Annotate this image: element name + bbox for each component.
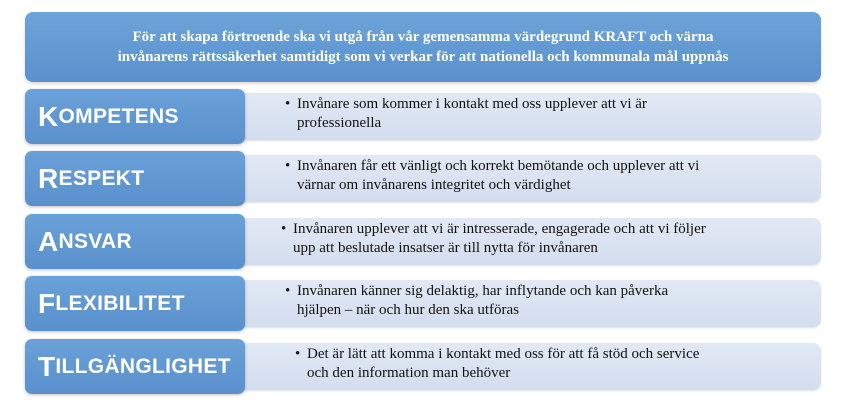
description-text	[285, 157, 802, 195]
label-initial: T	[38, 350, 56, 382]
description-line-2: värnar om invånarens integritet och värdighet	[297, 177, 571, 193]
description-line-1: Invånare som kommer i kontakt med oss upplever att vi är	[297, 96, 647, 112]
label-initial: F	[38, 287, 56, 319]
label-initial: A	[38, 225, 59, 257]
description-text	[285, 95, 802, 133]
description-line-1: Det är lätt att komma i kontakt med oss för att få stöd och service	[307, 346, 700, 362]
bullet: •	[285, 158, 291, 174]
value-row-tillganglighet	[25, 339, 825, 394]
bullet: •	[285, 283, 291, 299]
label-rest: NSVAR	[58, 229, 132, 253]
description-text	[295, 345, 812, 383]
description-line-1: Invånaren får ett vänligt och korrekt bemötande och upplever att vi	[297, 158, 700, 174]
label-rest: OMPETENS	[58, 104, 179, 128]
label-initial: R	[38, 162, 59, 194]
label-rest: ILLGÄNGLIGHET	[55, 354, 231, 378]
description-line-1: Invånaren känner sig delaktig, har inflytande och kan påverka	[297, 283, 669, 299]
value-label	[25, 214, 245, 269]
value-row-kompetens	[25, 89, 825, 144]
label-initial: K	[38, 100, 59, 132]
description-line-2: hjälpen – när och hur den ska utföras	[297, 302, 520, 318]
description-text	[281, 220, 798, 258]
value-label	[25, 276, 245, 331]
header-banner	[25, 12, 821, 82]
value-row-respekt	[25, 151, 825, 206]
value-row-flexibilitet	[25, 276, 825, 331]
bullet: •	[295, 346, 301, 362]
description-line-2: och den information man behöver	[307, 365, 511, 381]
header-line-2: invånarens rättssäkerhet samtidigt som vi verkar för att nationella och kommunala mål uppnås	[117, 49, 729, 65]
description-line-2: professionella	[297, 115, 382, 131]
label-rest: LEXIBILITET	[55, 291, 185, 315]
value-label	[25, 339, 245, 394]
description-text	[285, 282, 802, 320]
bullet: •	[281, 221, 287, 237]
header-line-1: För att skapa förtroende ska vi utgå från vår gemensamma värdegrund KRAFT och värna	[132, 29, 714, 45]
bullet: •	[285, 96, 291, 112]
description-line-1: Invånaren upplever att vi är intresserade, engagerade och att vi följer	[293, 221, 706, 237]
description-line-2: upp att beslutade insatser är till nytta för invånaren	[293, 240, 598, 256]
value-label	[25, 151, 245, 206]
value-label	[25, 89, 245, 144]
label-rest: ESPEKT	[58, 166, 145, 190]
value-row-ansvar	[25, 214, 825, 269]
